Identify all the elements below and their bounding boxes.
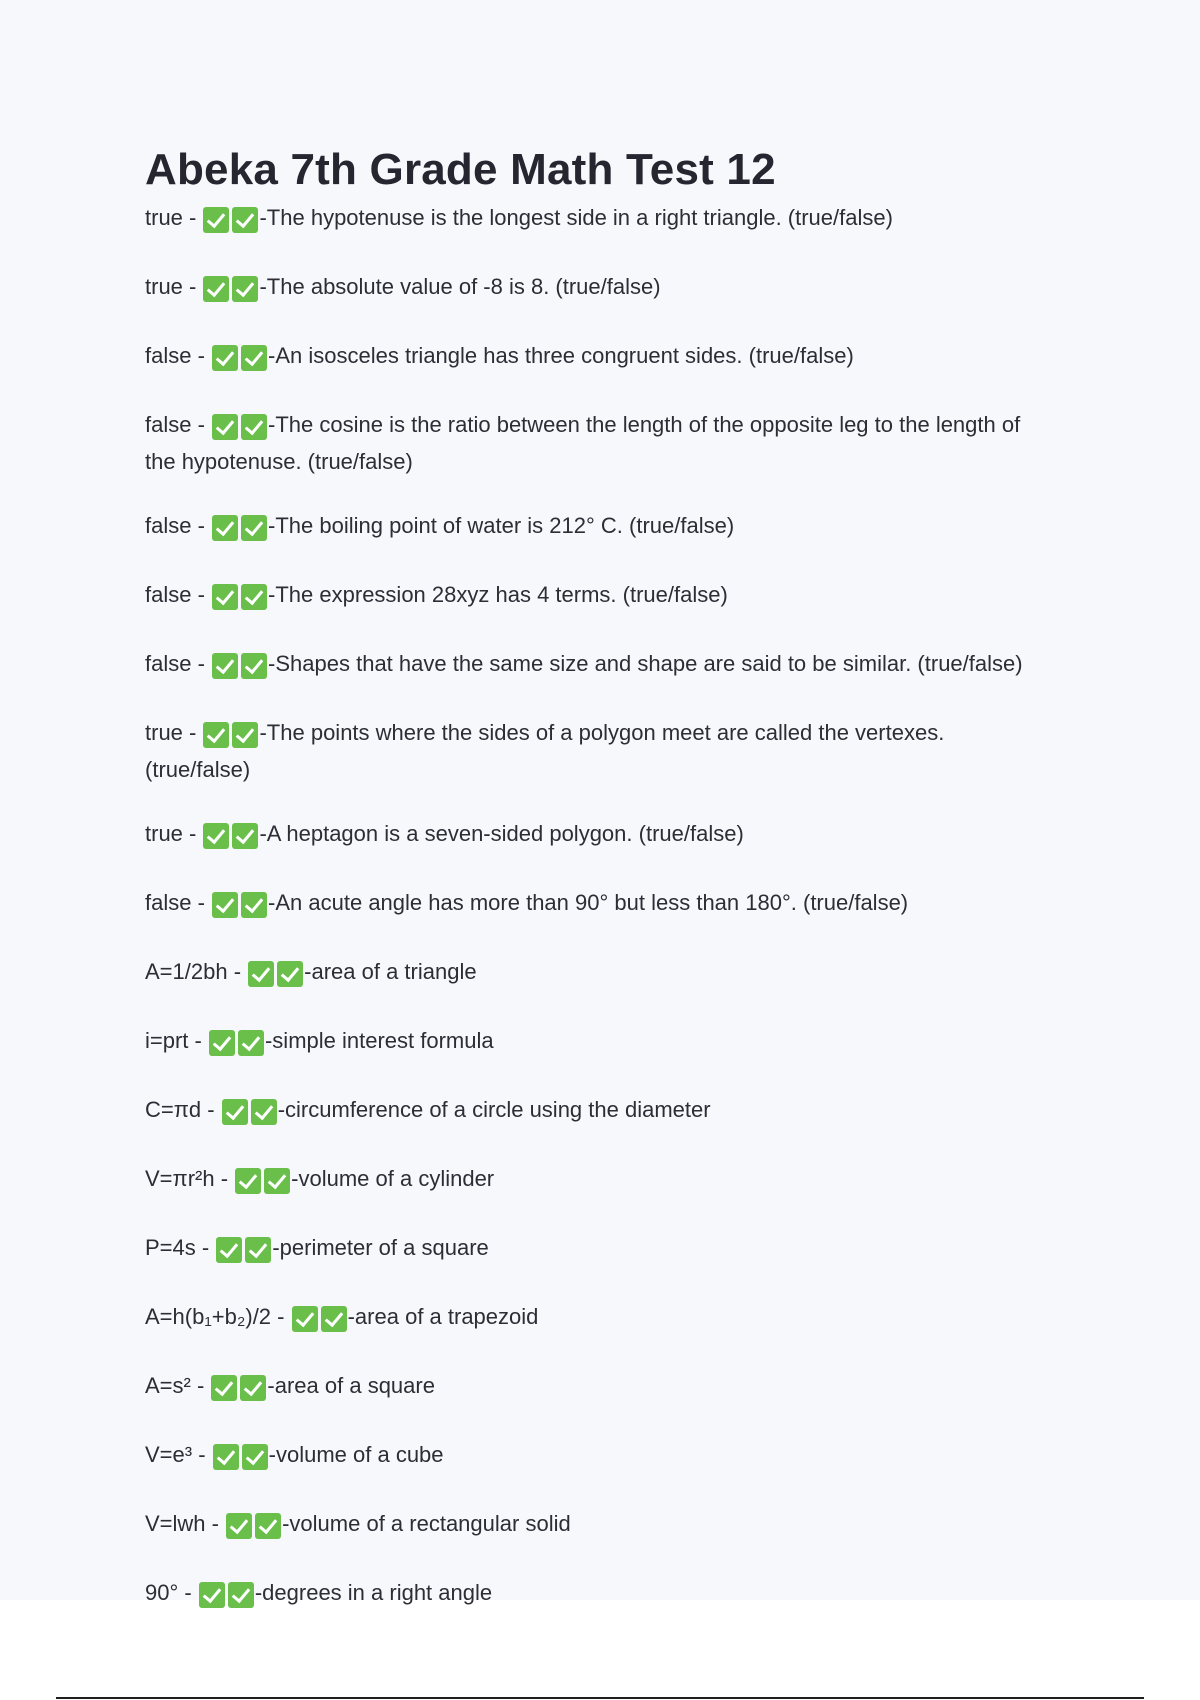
answer-text: V=πr²h [145, 1166, 215, 1191]
question-item [145, 202, 1045, 239]
check-mark-icon [212, 653, 238, 679]
check-mark-icon [212, 584, 238, 610]
answer-separator: - [201, 1097, 221, 1122]
check-pair [203, 823, 258, 855]
answer-separator: - [178, 1580, 198, 1605]
answer-text: A=h(b₁+b₂)/2 [145, 1304, 272, 1329]
check-mark-icon [222, 1099, 248, 1125]
answer-text: false [145, 582, 192, 607]
check-mark-icon [242, 1444, 268, 1470]
answer-separator: - [190, 1373, 211, 1398]
question-text: -Shapes that have the same size and shape are said to be similar. (true/false) [268, 651, 1023, 676]
question-list [145, 202, 1045, 1614]
answer-text: P=4s [145, 1235, 196, 1260]
question-item [145, 271, 1045, 308]
answer-separator: - [192, 1442, 212, 1467]
check-pair [248, 961, 303, 993]
answer-separator: - [191, 412, 212, 437]
check-pair [235, 1168, 290, 1200]
answer-separator: - [191, 582, 212, 607]
check-mark-icon [241, 345, 267, 371]
question-item [145, 340, 1045, 377]
check-pair [203, 207, 258, 239]
question-text: -The hypotenuse is the longest side in a right triangle. (true/false) [259, 205, 893, 230]
answer-separator: - [191, 513, 212, 538]
check-mark-icon [238, 1030, 264, 1056]
check-pair [212, 345, 267, 377]
check-mark-icon [241, 414, 267, 440]
question-text: -The absolute value of -8 is 8. (true/false) [259, 274, 661, 299]
answer-text: false [145, 412, 192, 437]
check-mark-icon [203, 722, 229, 748]
question-item [145, 956, 1045, 993]
question-text: -A heptagon is a seven-sided polygon. (true/false) [259, 821, 744, 846]
check-pair [199, 1582, 254, 1614]
check-pair [222, 1099, 277, 1131]
question-text: -perimeter of a square [272, 1235, 489, 1260]
page-divider [56, 1697, 1144, 1699]
check-pair [212, 584, 267, 616]
check-mark-icon [232, 276, 258, 302]
answer-text: C=πd [145, 1097, 202, 1122]
answer-separator: - [191, 343, 212, 368]
check-mark-icon [216, 1237, 242, 1263]
check-mark-icon [203, 823, 229, 849]
check-pair [213, 1444, 268, 1476]
question-item [145, 1025, 1045, 1062]
question-item [145, 579, 1045, 616]
check-mark-icon [241, 653, 267, 679]
answer-separator: - [191, 651, 212, 676]
check-pair [212, 414, 267, 446]
page-title: Abeka 7th Grade Math Test 12 [145, 145, 776, 194]
check-mark-icon [292, 1306, 318, 1332]
check-mark-icon [211, 1375, 237, 1401]
question-text: -An acute angle has more than 90° but less than 180°. (true/false) [268, 890, 909, 915]
check-pair [211, 1375, 266, 1407]
answer-text: V=e³ [145, 1442, 193, 1467]
check-pair [203, 276, 258, 308]
check-mark-icon [255, 1513, 281, 1539]
answer-text: false [145, 343, 192, 368]
check-mark-icon [264, 1168, 290, 1194]
answer-separator: - [182, 274, 203, 299]
question-text: -volume of a cube [268, 1442, 444, 1467]
check-mark-icon [321, 1306, 347, 1332]
question-text: -area of a trapezoid [347, 1304, 539, 1329]
document-content [145, 142, 1045, 1646]
answer-text: false [145, 890, 192, 915]
question-item [145, 1577, 1045, 1614]
check-mark-icon [213, 1444, 239, 1470]
question-text: -volume of a cylinder [291, 1166, 495, 1191]
check-pair [203, 722, 258, 754]
question-item [145, 1301, 1045, 1338]
question-item [145, 1163, 1045, 1200]
answer-text: true [145, 205, 183, 230]
answer-text: true [145, 274, 183, 299]
question-text: -degrees in a right angle [254, 1580, 493, 1605]
check-mark-icon [212, 892, 238, 918]
answer-separator: - [227, 959, 248, 984]
check-mark-icon [248, 961, 274, 987]
answer-text: A=s² [145, 1373, 191, 1398]
question-item [145, 1439, 1045, 1476]
answer-separator: - [271, 1304, 291, 1329]
question-text: -area of a square [267, 1373, 435, 1398]
question-text: -The expression 28xyz has 4 terms. (true/false) [268, 582, 728, 607]
answer-separator: - [205, 1511, 226, 1536]
check-mark-icon [245, 1237, 271, 1263]
answer-text: 90° [145, 1580, 179, 1605]
question-item [145, 1232, 1045, 1269]
check-mark-icon [212, 515, 238, 541]
question-text: -The points where the sides of a polygon meet are called the vertexes. (true/false) [145, 720, 945, 782]
check-mark-icon [241, 892, 267, 918]
check-mark-icon [240, 1375, 266, 1401]
answer-text: true [145, 821, 183, 846]
question-item [145, 409, 1045, 478]
answer-separator: - [182, 720, 203, 745]
check-mark-icon [209, 1030, 235, 1056]
check-mark-icon [232, 722, 258, 748]
question-item [145, 1370, 1045, 1407]
check-pair [216, 1237, 271, 1269]
question-text: -The cosine is the ratio between the length of the opposite leg to the length of the hypotenuse. (true/false) [145, 412, 1021, 474]
check-mark-icon [277, 961, 303, 987]
check-pair [292, 1306, 347, 1338]
check-mark-icon [251, 1099, 277, 1125]
check-mark-icon [203, 276, 229, 302]
answer-text: i=prt [145, 1028, 189, 1053]
check-pair [226, 1513, 281, 1545]
answer-text: false [145, 651, 192, 676]
question-item [145, 717, 1045, 786]
check-mark-icon [241, 515, 267, 541]
check-mark-icon [199, 1582, 225, 1608]
answer-text: true [145, 720, 183, 745]
check-pair [209, 1030, 264, 1062]
check-mark-icon [228, 1582, 254, 1608]
check-pair [212, 892, 267, 924]
question-text: -circumference of a circle using the diameter [277, 1097, 711, 1122]
answer-separator: - [182, 205, 203, 230]
answer-separator: - [182, 821, 203, 846]
question-text: -An isosceles triangle has three congruent sides. (true/false) [268, 343, 854, 368]
answer-separator: - [188, 1028, 208, 1053]
check-mark-icon [203, 207, 229, 233]
answer-text: false [145, 513, 192, 538]
answer-text: A=1/2bh [145, 959, 228, 984]
question-item [145, 1094, 1045, 1131]
check-mark-icon [235, 1168, 261, 1194]
question-item [145, 818, 1045, 855]
check-mark-icon [232, 207, 258, 233]
answer-text: V=lwh [145, 1511, 206, 1536]
check-pair [212, 653, 267, 685]
check-mark-icon [212, 414, 238, 440]
check-mark-icon [212, 345, 238, 371]
question-text: -volume of a rectangular solid [282, 1511, 571, 1536]
check-pair [212, 515, 267, 547]
question-text: -simple interest formula [264, 1028, 494, 1053]
check-mark-icon [232, 823, 258, 849]
answer-separator: - [191, 890, 212, 915]
question-item [145, 648, 1045, 685]
question-text: -area of a triangle [304, 959, 477, 984]
question-item [145, 1508, 1045, 1545]
check-mark-icon [241, 584, 267, 610]
answer-separator: - [214, 1166, 235, 1191]
answer-separator: - [195, 1235, 216, 1260]
question-text: -The boiling point of water is 212° C. (true/false) [268, 513, 735, 538]
question-item [145, 887, 1045, 924]
question-item [145, 510, 1045, 547]
check-mark-icon [226, 1513, 252, 1539]
